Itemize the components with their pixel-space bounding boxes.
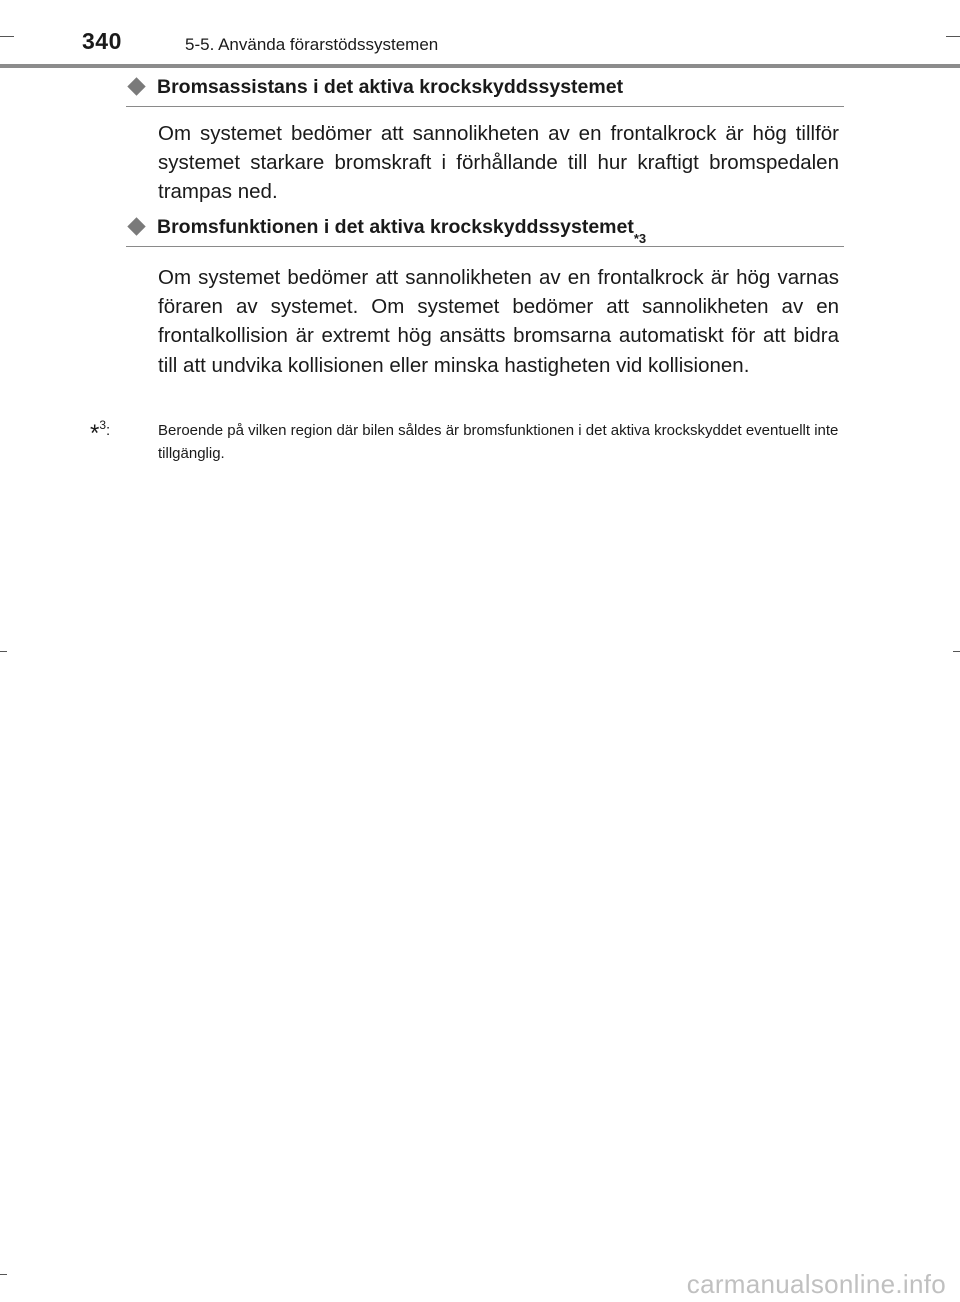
section-heading-text: Bromsfunktionen i det aktiva krockskyddssystemet [157,216,634,238]
diamond-icon [127,217,145,235]
crop-mark [953,651,960,652]
crop-mark [0,651,7,652]
diamond-icon [127,77,145,95]
section-heading: Bromsfunktionen i det aktiva krockskyddssystemet *3 [126,216,844,247]
section-body: Om systemet bedömer att sannolikheten av en frontalkrock är hög varnas föraren av systemet. Om systemet bedömer att sannolikheten av en frontalkollision är extremt hög ansätts bromsarna automatiskt för att bidra till att undvika kollisionen eller minska hastigheten vid kollisionen. [158,266,839,377]
footnote-marker: *$^3$: [90,418,111,447]
section-heading [126,76,844,107]
crop-mark [0,36,14,37]
watermark: carmanualsonline.info [686,1269,946,1299]
section-body: Om systemet bedömer att sannolikheten av en frontalkrock är hög tillför systemet starkare bromskraft i förhållande till hur kraftigt bromspedalen trampas ned. [158,122,839,204]
page-number: 340 [82,28,122,54]
footnote-text: Beroende på vilken region där bilen såldes är bromsfunktionen i det aktiva krockskyddet eventuellt inte tillgänglig. [158,422,839,462]
crop-mark [0,1274,7,1275]
crop-mark [946,36,960,37]
chapter-title: 5-5. Använda förarstödssystemen [185,35,439,54]
header-rule [0,64,960,68]
footnote [90,418,874,465]
section-heading-text: Bromsassistans i det aktiva krockskyddssystemet [157,76,624,98]
